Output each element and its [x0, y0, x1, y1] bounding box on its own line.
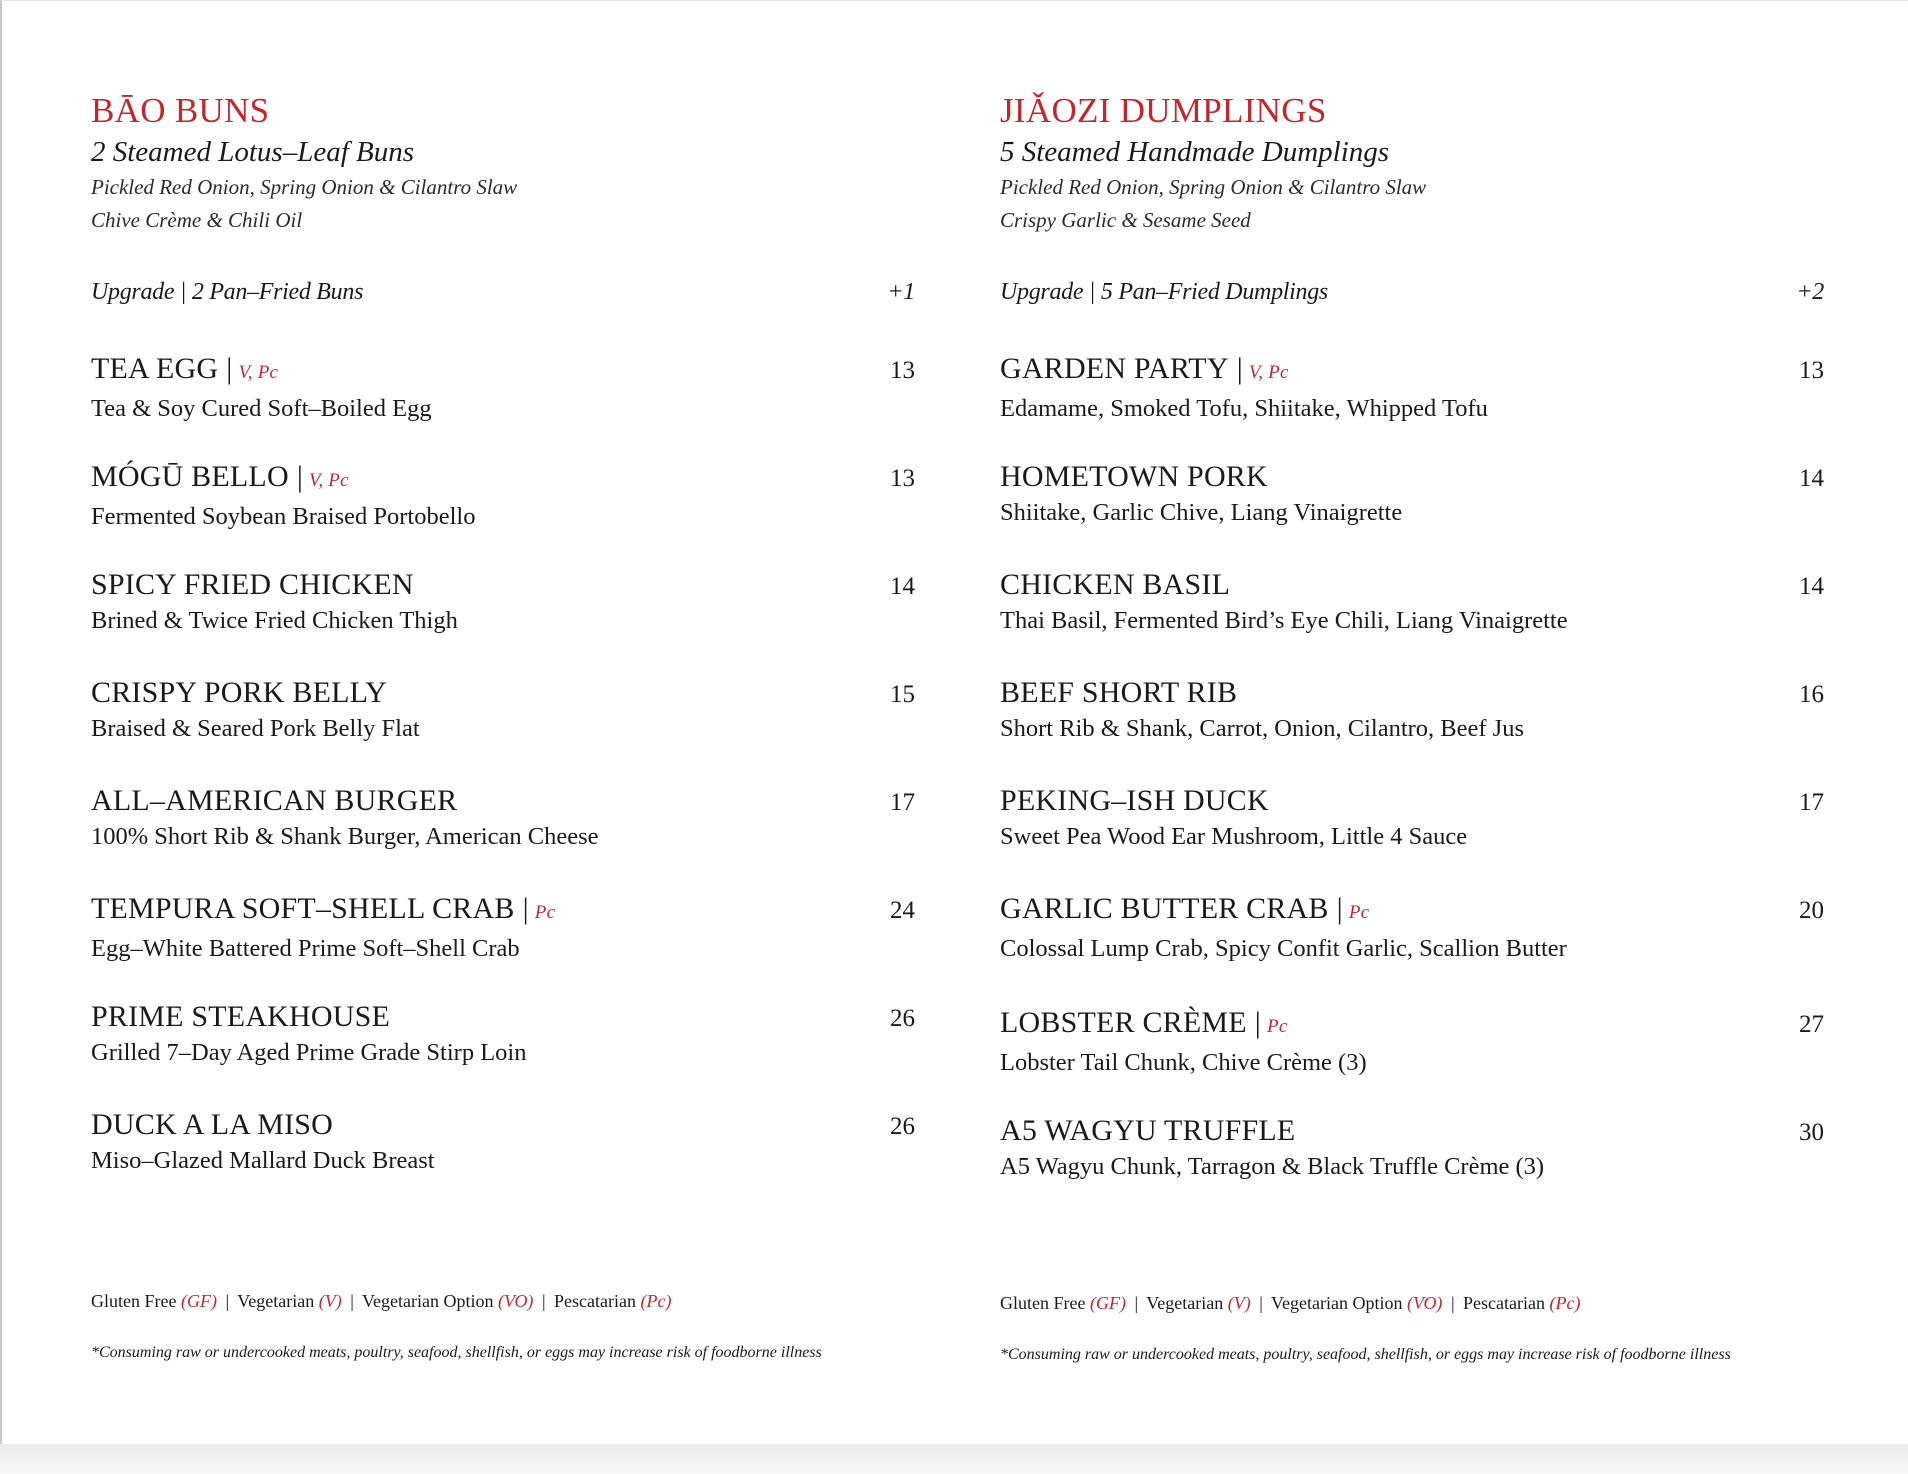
legend-label: Pescatarian	[1463, 1293, 1546, 1313]
menu-item-name: TEMPURA SOFT–SHELL CRAB	[91, 892, 515, 925]
menu-item-header	[91, 1105, 915, 1145]
upgrade-price: +2	[1796, 279, 1824, 305]
separator: |	[350, 1291, 354, 1311]
dietary-legend	[1000, 1289, 1581, 1317]
menu-item	[91, 565, 915, 673]
description-line: Chive Crème & Chili Oil	[91, 208, 303, 232]
legend-code: (VO)	[1406, 1293, 1443, 1313]
separator: |	[541, 1291, 546, 1311]
menu-item	[1000, 457, 1824, 565]
menu-item	[1000, 1003, 1824, 1111]
separator: |	[1259, 1293, 1263, 1313]
menu-item-price: 13	[890, 465, 915, 492]
menu-item-price: 24	[890, 897, 915, 924]
menu-item-header	[91, 457, 915, 501]
dietary-tags: Pc	[534, 902, 556, 923]
menu-item-description: Egg–White Battered Prime Soft–Shell Crab	[91, 935, 520, 962]
menu-item-price: 14	[890, 573, 915, 600]
menu-item-header	[91, 997, 915, 1037]
menu-item-name: GARLIC BUTTER CRAB	[1000, 892, 1329, 925]
menu-item-header	[1000, 1003, 1824, 1047]
menu-item-list	[1000, 349, 1824, 1219]
menu-item-header	[91, 349, 915, 393]
separator: |	[1134, 1293, 1139, 1313]
menu-item-price: 13	[890, 357, 915, 384]
food-safety-warning: *Consuming raw or undercooked meats, poultry, seafood, shellfish, or eggs may increase risk of foodborne illness	[91, 1344, 822, 1361]
legend-code: (GF)	[1089, 1293, 1126, 1313]
menu-item	[1000, 781, 1824, 889]
separator: |	[226, 352, 233, 385]
menu-item-name: A5 WAGYU TRUFFLE	[1000, 1114, 1296, 1147]
separator: |	[1254, 1006, 1262, 1039]
menu-item-name: HOMETOWN PORK	[1000, 460, 1268, 493]
menu-item-header	[1000, 889, 1824, 933]
menu-item-price: 14	[1799, 465, 1824, 492]
upgrade-price: +1	[887, 279, 915, 305]
menu-item-price: 17	[1799, 789, 1824, 816]
legend-label: Pescatarian	[554, 1291, 637, 1311]
menu-item-name: CHICKEN BASIL	[1000, 568, 1231, 601]
menu-item-price: 26	[890, 1113, 915, 1140]
legend-label: Gluten Free	[91, 1291, 177, 1311]
menu-item	[91, 889, 915, 997]
menu-item-price: 13	[1799, 357, 1824, 384]
upgrade-label: Upgrade | 5 Pan–Fried Dumplings	[1000, 279, 1328, 305]
dietary-tags: V, Pc	[1248, 362, 1289, 383]
menu-item	[91, 673, 915, 781]
menu-item-name: LOBSTER CRÈME	[1000, 1006, 1247, 1039]
menu-item-header	[1000, 1111, 1824, 1151]
menu-item	[1000, 565, 1824, 673]
menu-item-name: BEEF SHORT RIB	[1000, 676, 1238, 709]
dietary-legend	[91, 1287, 672, 1315]
menu-item	[91, 781, 915, 889]
menu-item-description: Edamame, Smoked Tofu, Shiitake, Whipped Tofu	[1000, 395, 1488, 422]
separator: |	[1450, 1293, 1455, 1313]
menu-item-description: Thai Basil, Fermented Bird’s Eye Chili, Liang Vinaigrette	[1000, 607, 1568, 634]
menu-item-list	[91, 349, 915, 1213]
menu-item-header	[1000, 565, 1824, 605]
section-subtitle: 5 Steamed Handmade Dumplings	[1000, 136, 1390, 168]
bao-buns-section	[91, 89, 915, 1213]
section-description	[1000, 171, 1824, 237]
menu-item-description: Lobster Tail Chunk, Chive Crème (3)	[1000, 1049, 1367, 1076]
separator: |	[296, 460, 304, 493]
legend-label: Vegetarian Option	[362, 1291, 494, 1311]
menu-item-header	[1000, 349, 1824, 393]
menu-item-header	[91, 673, 915, 713]
legend-code: (VO)	[497, 1291, 534, 1311]
jiaozi-dumplings-section	[1000, 89, 1824, 1219]
menu-item-name: SPICY FRIED CHICKEN	[91, 568, 414, 601]
menu-item-header	[1000, 457, 1824, 497]
menu-item-price: 27	[1799, 1011, 1824, 1038]
separator: |	[1236, 352, 1243, 385]
menu-item-description: Braised & Seared Pork Belly Flat	[91, 715, 420, 742]
menu-item-header	[91, 781, 915, 821]
food-safety-warning: *Consuming raw or undercooked meats, poultry, seafood, shellfish, or eggs may increase risk of foodborne illness	[1000, 1346, 1731, 1363]
menu-item-name: GARDEN PARTY	[1000, 352, 1229, 385]
menu-item-header	[91, 889, 915, 933]
menu-item-description: Shiitake, Garlic Chive, Liang Vinaigrette	[1000, 499, 1403, 526]
upgrade-row	[91, 275, 915, 309]
menu-item-description: Short Rib & Shank, Carrot, Onion, Cilantro, Beef Jus	[1000, 715, 1524, 742]
menu-item-description: A5 Wagyu Chunk, Tarragon & Black Truffle Crème (3)	[1000, 1153, 1545, 1180]
section-title: BĀO BUNS	[91, 91, 270, 130]
menu-item-name: PEKING–ISH DUCK	[1000, 784, 1269, 817]
menu-item	[91, 349, 915, 457]
description-line: Pickled Red Onion, Spring Onion & Cilantro Slaw	[91, 175, 518, 199]
legend-code: (V)	[318, 1291, 342, 1311]
menu-item	[1000, 349, 1824, 457]
menu-item	[91, 1105, 915, 1213]
dietary-tags: V, Pc	[238, 362, 279, 383]
menu-item-name: MÓGŪ BELLO	[91, 460, 289, 493]
menu-item-description: Sweet Pea Wood Ear Mushroom, Little 4 Sauce	[1000, 823, 1468, 850]
menu-item-price: 15	[890, 681, 915, 708]
legend-code: (V)	[1227, 1293, 1251, 1313]
section-subtitle: 2 Steamed Lotus–Leaf Buns	[91, 136, 415, 168]
legend-label: Gluten Free	[1000, 1293, 1086, 1313]
menu-item-description: Fermented Soybean Braised Portobello	[91, 503, 476, 530]
dietary-tags: Pc	[1267, 1016, 1288, 1037]
menu-item	[1000, 889, 1824, 997]
menu-item-description: Brined & Twice Fried Chicken Thigh	[91, 607, 458, 634]
upgrade-row	[1000, 275, 1824, 309]
separator: |	[1336, 892, 1343, 925]
menu-item	[91, 457, 915, 565]
legend-label: Vegetarian	[237, 1291, 315, 1311]
menu-item-price: 26	[890, 1005, 915, 1032]
legend-label: Vegetarian	[1146, 1293, 1224, 1313]
page-bottom-edge	[0, 1444, 1908, 1474]
menu-item-price: 16	[1799, 681, 1824, 708]
legend-code: (GF)	[180, 1291, 217, 1311]
upgrade-label: Upgrade | 2 Pan–Fried Buns	[91, 279, 364, 305]
menu-item-name: TEA EGG	[91, 352, 219, 385]
menu-item-description: Grilled 7–Day Aged Prime Grade Stirp Loin	[91, 1039, 527, 1066]
menu-item-name: DUCK A LA MISO	[91, 1108, 334, 1141]
menu-item-price: 30	[1799, 1119, 1824, 1146]
menu-item-description: 100% Short Rib & Shank Burger, American Cheese	[91, 823, 599, 850]
separator: |	[522, 892, 529, 925]
menu-item-header	[1000, 781, 1824, 821]
legend-label: Vegetarian Option	[1271, 1293, 1403, 1313]
dietary-tags: V, Pc	[309, 470, 349, 491]
menu-item-price: 14	[1799, 573, 1824, 600]
menu-item-header	[1000, 673, 1824, 713]
legend-code: (Pc)	[1549, 1293, 1581, 1313]
description-line: Crispy Garlic & Sesame Seed	[1000, 208, 1251, 232]
menu-item-price: 17	[890, 789, 915, 816]
menu-item	[91, 997, 915, 1105]
menu-item-description: Colossal Lump Crab, Spicy Confit Garlic, Scallion Butter	[1000, 935, 1567, 962]
section-title: JIǍOZI DUMPLINGS	[1000, 91, 1327, 130]
separator: |	[225, 1291, 230, 1311]
menu-item-name: ALL–AMERICAN BURGER	[91, 784, 458, 817]
dietary-tags: Pc	[1348, 902, 1370, 923]
description-line: Pickled Red Onion, Spring Onion & Cilantro Slaw	[1000, 175, 1427, 199]
menu-item	[1000, 673, 1824, 781]
section-description	[91, 171, 915, 237]
menu-item-header	[91, 565, 915, 605]
menu-item-name: PRIME STEAKHOUSE	[91, 1000, 391, 1033]
menu-item-name: CRISPY PORK BELLY	[91, 676, 388, 709]
menu-item-price: 20	[1799, 897, 1824, 924]
menu-item-description: Miso–Glazed Mallard Duck Breast	[91, 1147, 435, 1174]
menu-item	[1000, 1111, 1824, 1219]
legend-code: (Pc)	[640, 1291, 672, 1311]
menu-item-description: Tea & Soy Cured Soft–Boiled Egg	[91, 395, 432, 422]
